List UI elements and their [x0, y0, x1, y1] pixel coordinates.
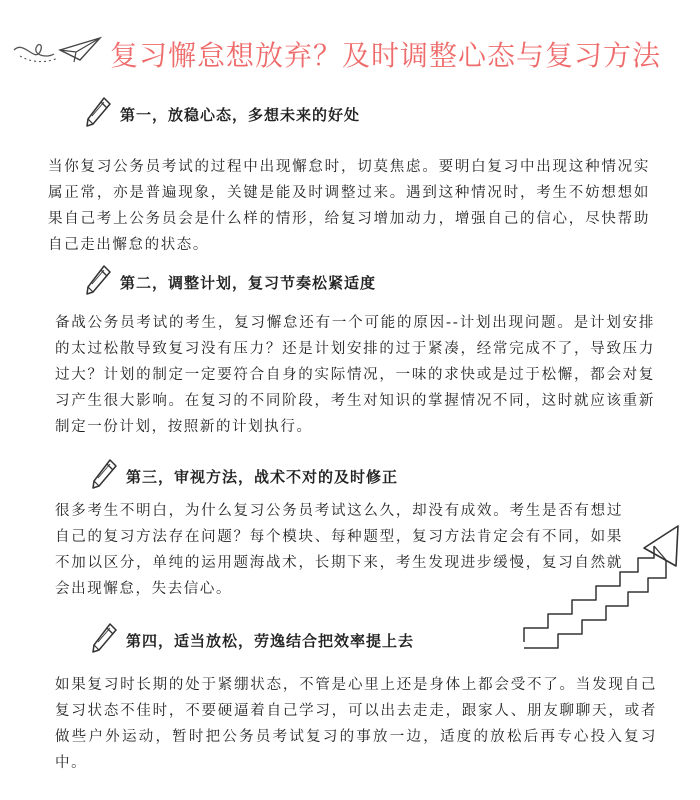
- section-heading-2: [84, 264, 504, 298]
- section-paragraph-1: 当你复习公务员考试的过程中出现懈怠时，切莫焦虑。要明白复习中出现这种情况实属正常，亦是普遍现象，关键是能及时调整过来。遇到这种情况时，考生不妨想想如果自己考上公务员会是什么样的情形，给复习增加动力，增强自己的信心，尽快帮助自己走出懈怠的状态。: [48, 159, 650, 253]
- section-heading-1: [84, 96, 504, 130]
- section-heading-4: [90, 622, 510, 656]
- title-row: [0, 28, 700, 78]
- section-paragraph-2: 备战公务员考试的考生，复习懈怠还有一个可能的原因--计划出现问题。是计划安排的太过松散导致复习没有压力？还是计划安排的过于紧凑，经常完成不了，导致压力过大？计划的制定一定要符合自身的实际情况，一味的求快或是过于松懈，都会对复习产生很大影响。在复习的不同阶段，考生对知识的掌握情况不同，这时就应该重新制定一份计划，按照新的计划执行。: [55, 315, 655, 435]
- pencil-icon: [84, 96, 112, 130]
- section-paragraph-3: 很多考生不明白，为什么复习公务员考试这么久，却没有成效。考生是否有想过自己的复习方法存在问题？每个模块、每种题型，复习方法肯定会有不同，如果不加以区分，单纯的运用题海战术，长期下来，考生发现进步缓慢，复习自然就会出现懈怠，失去信心。: [55, 503, 623, 597]
- section-heading-text: 第二，调整计划，复习节奏松紧适度: [120, 274, 377, 292]
- section-heading-text: 第一，放稳心态，多想未来的好处: [120, 106, 361, 124]
- paper-plane-icon: [10, 32, 105, 72]
- pencil-icon: [90, 458, 118, 492]
- rising-stairs-arrow-icon: [520, 522, 690, 652]
- section-heading-text: 第四，适当放松，劳逸结合把效率提上去: [126, 632, 415, 650]
- section-paragraph-4: 如果复习时长期的处于紧绷状态，不管是心里上还是身体上都会受不了。当发现自己复习状态不佳时，不要硬逼着自己学习，可以出去走走，跟家人、朋友聊聊天，或者做些户外运动，暂时把公务员考试复习的事放一边，适度的放松后再专心投入复习中。: [55, 677, 657, 771]
- section-heading-3: [90, 458, 510, 492]
- page-title: 复习懈怠想放弃？及时调整心态与复习方法: [110, 39, 662, 72]
- section-heading-text: 第三，审视方法，战术不对的及时修正: [126, 468, 399, 486]
- pencil-icon: [90, 622, 118, 656]
- pencil-icon: [84, 264, 112, 298]
